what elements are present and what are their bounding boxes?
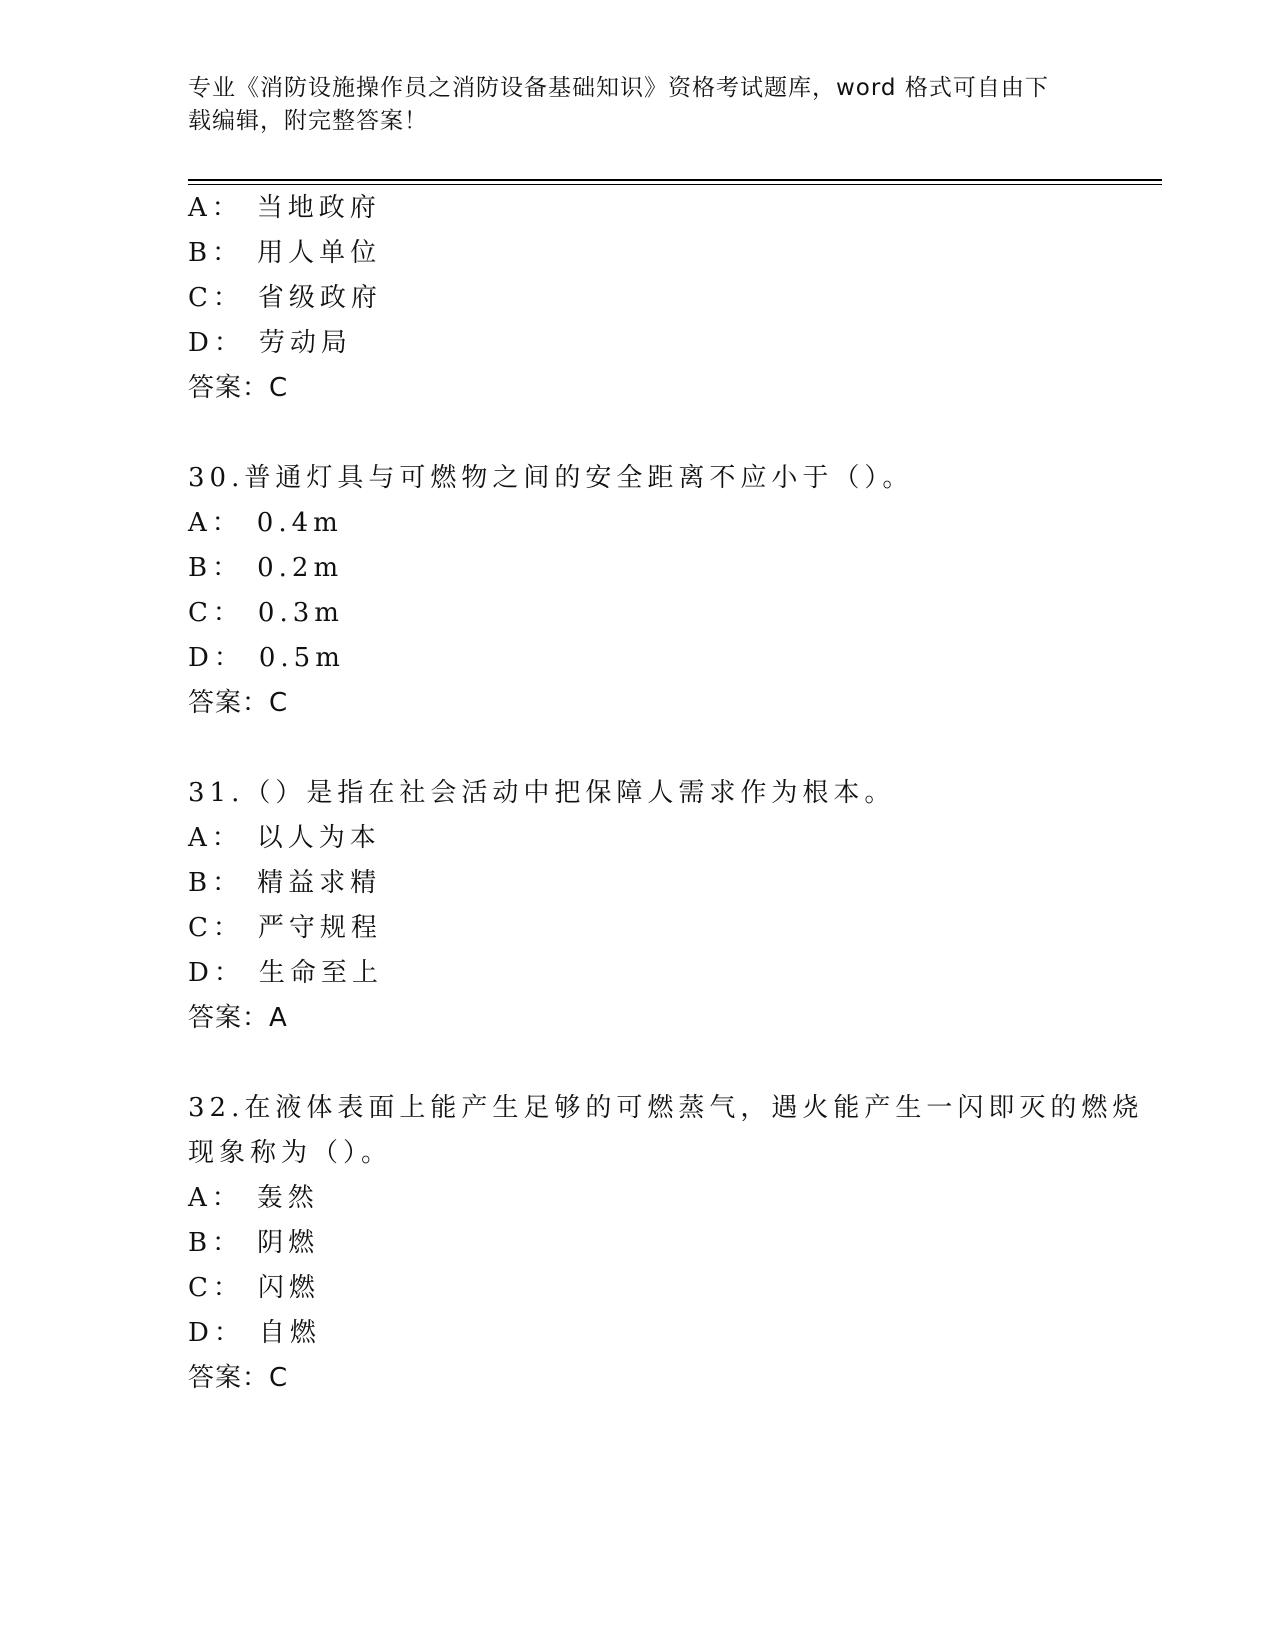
option-label: A： [188,823,243,853]
prev-answer: 答案：C [188,373,289,403]
option-text: 0.4m [256,508,343,538]
q30-option-d [188,642,345,674]
q31-option-d [188,957,383,989]
question-30-stem: 30.普通灯具与可燃物之间的安全距离不应小于（）。 [188,463,914,493]
option-label: B： [188,553,244,583]
header-divider-thin [188,184,1162,185]
q30-option-b [188,552,343,584]
option-text: 0.5m [258,643,345,673]
q32-option-a [188,1182,319,1214]
q31-option-a [188,822,381,854]
option-label: D： [188,643,245,673]
prev-option-c [188,282,382,314]
option-text: 当地政府 [256,193,381,223]
q31-answer: 答案：A [188,1003,288,1033]
option-label: D： [188,1318,245,1348]
question-32-stem-line-1: 32.在液体表面上能产生足够的可燃蒸气，遇火能产生一闪即灭的燃烧 [188,1093,1144,1123]
q32-option-c [188,1272,320,1304]
q30-option-a [188,507,343,539]
document-header [188,72,1088,138]
question-32-stem-line-2: 现象称为（）。 [188,1138,393,1168]
option-text: 用人单位 [257,238,382,268]
option-label: D： [188,328,245,358]
option-text: 自燃 [258,1318,321,1348]
option-text: 0.3m [257,598,344,628]
option-text: 劳动局 [258,328,352,358]
option-text: 严守规程 [257,913,382,943]
prev-option-d [188,327,352,359]
option-label: C： [188,283,244,313]
option-label: A： [188,508,243,538]
option-label: C： [188,1273,244,1303]
prev-option-a [188,192,381,224]
q31-option-b [188,867,381,899]
option-text: 0.2m [257,553,344,583]
q30-option-c [188,597,344,629]
q31-option-c [188,912,382,944]
option-text: 精益求精 [257,868,382,898]
question-31-stem: 31.（）是指在社会活动中把保障人需求作为根本。 [188,778,896,808]
q32-answer: 答案：C [188,1363,289,1393]
q30-answer: 答案：C [188,688,289,718]
option-label: B： [188,238,244,268]
option-label: B： [188,868,244,898]
q32-option-d [188,1317,321,1349]
option-label: A： [188,193,243,223]
option-text: 轰然 [256,1183,319,1213]
header-divider-thick [188,179,1162,181]
option-label: C： [188,913,244,943]
option-label: B： [188,1228,244,1258]
prev-option-b [188,237,381,269]
option-text: 生命至上 [258,958,383,988]
option-text: 省级政府 [257,283,382,313]
option-text: 以人为本 [256,823,381,853]
option-label: D： [188,958,245,988]
option-label: A： [188,1183,243,1213]
header-line-2: 载编辑，附完整答案！ [188,108,428,134]
option-label: C： [188,598,244,628]
q32-option-b [188,1227,319,1259]
header-line-1: 专业《消防设施操作员之消防设备基础知识》资格考试题库，word 格式可自由下 [188,75,1049,101]
option-text: 闪燃 [257,1273,320,1303]
option-text: 阴燃 [257,1228,320,1258]
